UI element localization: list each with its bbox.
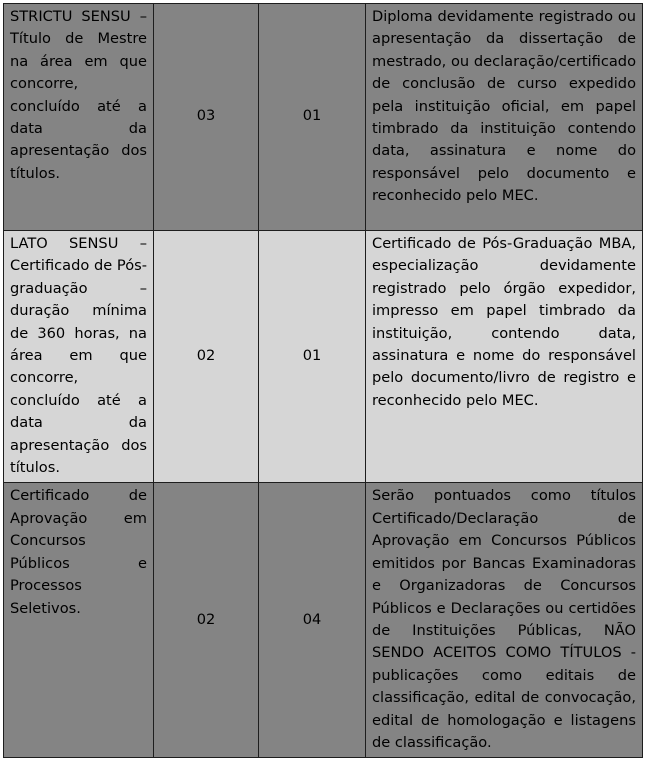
title-cell: STRICTU SENSU – Título de Mestre na área em que concorre, concluído até a data da apresentação dos títulos. xyxy=(4,4,154,231)
description-cell: Serão pontuados como títulos Certificado/Declaração de Aprovação em Concursos Públicos emitidos por Bancas Examinadoras e Organizadoras de Concursos Públicos e Declarações ou certidões de Instituições Públicas, NÃO SENDO ACEITOS COMO TÍTULOS - publicações como editais de classificação, edital de convocação, edital de homologação e listagens de classificação. xyxy=(366,483,643,758)
max-cell: 01 xyxy=(259,4,366,231)
table-row xyxy=(4,483,643,758)
max-cell: 01 xyxy=(259,231,366,483)
title-cell: Certificado de Aprovação em Concursos Públicos e Processos Seletivos. xyxy=(4,483,154,758)
table-row xyxy=(4,231,643,483)
title-cell: LATO SENSU – Certificado de Pós-graduação – duração mínima de 360 horas, na área em que concorre, concluído até a data da apresentação dos títulos. xyxy=(4,231,154,483)
description-cell: Diploma devidamente registrado ou apresentação da dissertação de mestrado, ou declaração/certificado de conclusão de curso expedido pela instituição oficial, em papel timbrado da instituição contendo data, assinatura e nome do responsável pelo documento e reconhecido pelo MEC. xyxy=(366,4,643,231)
max-cell: 04 xyxy=(259,483,366,758)
titles-table xyxy=(3,3,643,758)
description-cell: Certificado de Pós-Graduação MBA, especialização devidamente registrado pelo órgão expedidor, impresso em papel timbrado da instituição, contendo data, assinatura e nome do responsável pelo documento/livro de registro e reconhecido pelo MEC. xyxy=(366,231,643,483)
points-cell: 02 xyxy=(154,483,259,758)
points-cell: 02 xyxy=(154,231,259,483)
points-cell: 03 xyxy=(154,4,259,231)
table-row xyxy=(4,4,643,231)
